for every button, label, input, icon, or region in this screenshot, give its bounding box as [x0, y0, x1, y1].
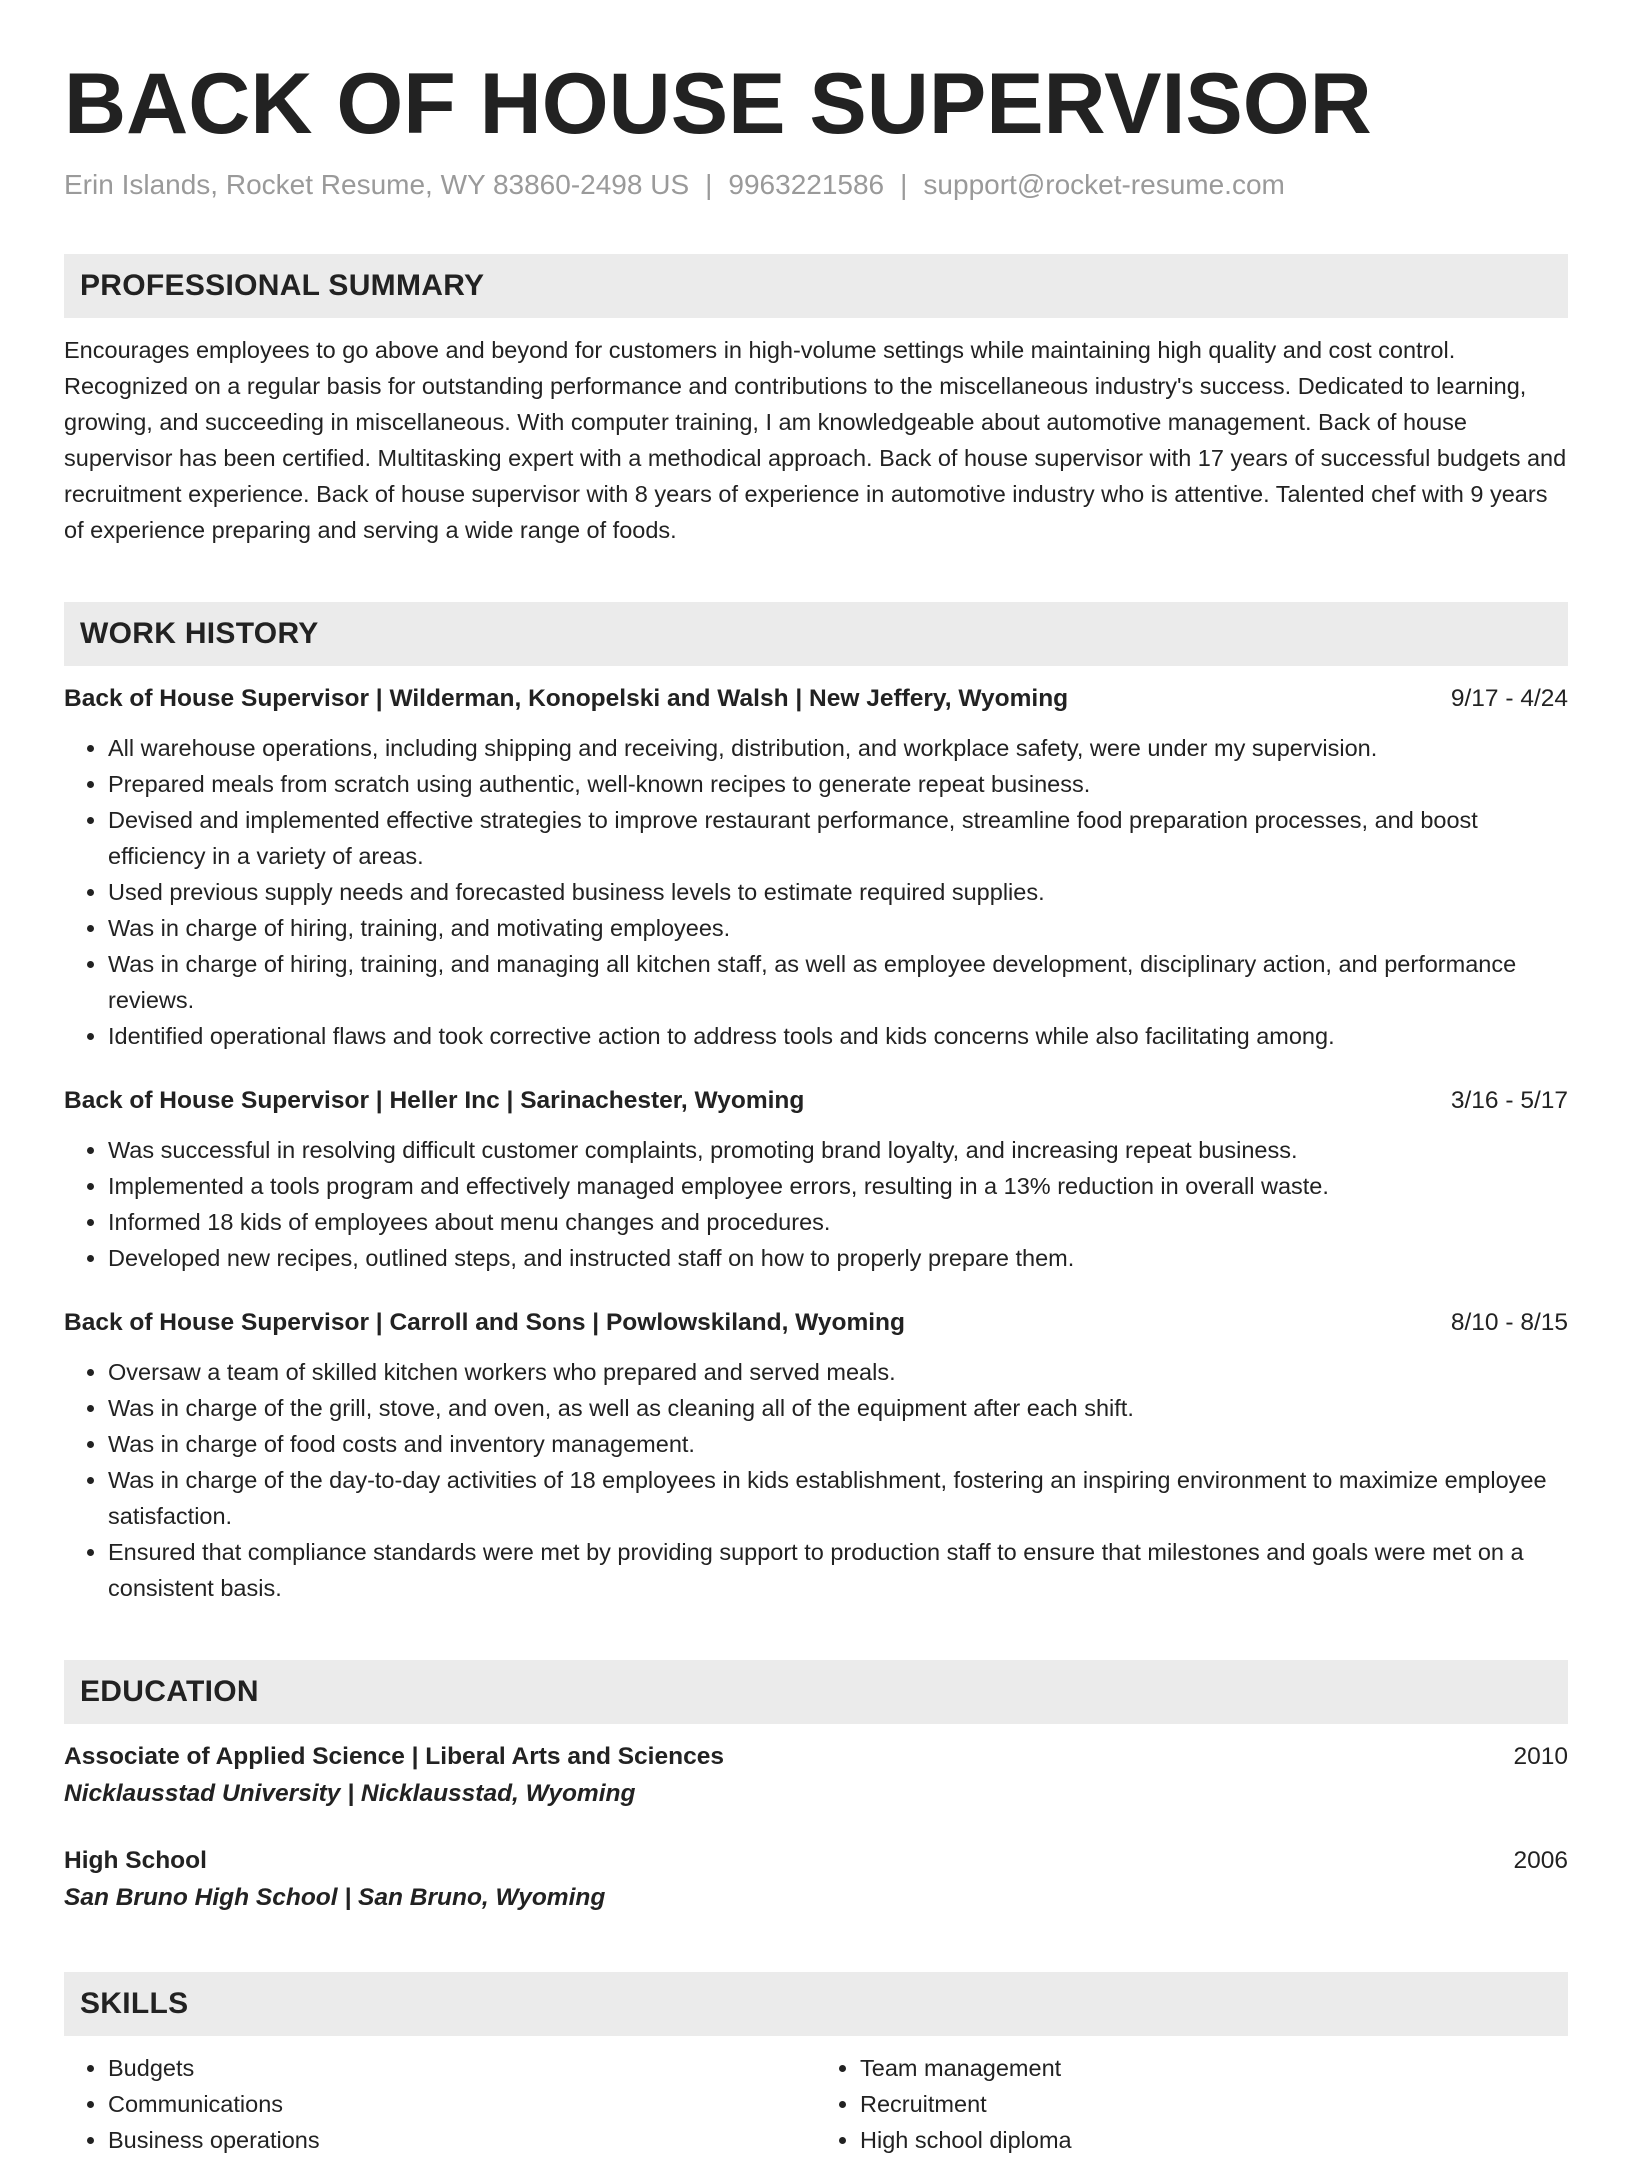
skill-item: • Communications	[108, 2086, 816, 2122]
job-bullet: • Informed 18 kids of employees about menu changes and procedures.	[108, 1204, 1568, 1240]
skill-item: • Team management	[860, 2050, 1568, 2086]
education-header	[64, 1844, 1568, 1878]
skills-column-right	[816, 2050, 1568, 2158]
contact-address: Erin Islands, Rocket Resume, WY 83860-2498 US	[64, 169, 690, 200]
job-title: Back of House Supervisor | Wilderman, Konopelski and Walsh | New Jeffery, Wyoming	[64, 685, 1069, 712]
job-bullet: • Used previous supply needs and forecasted business levels to estimate required supplies.	[108, 874, 1568, 910]
section-heading-summary: PROFESSIONAL SUMMARY	[64, 254, 1568, 318]
job-entry	[64, 1306, 1568, 1606]
job-dates: 8/10 - 8/15	[1450, 1309, 1568, 1336]
job-bullet: • All warehouse operations, including shipping and receiving, distribution, and workplace safety, were under my supervision.	[108, 730, 1568, 766]
job-dates: 9/17 - 4/24	[1450, 685, 1568, 712]
education-header	[64, 1740, 1568, 1774]
job-header	[64, 682, 1568, 716]
job-bullet: • Was in charge of the day-to-day activities of 18 employees in kids establishment, fostering an inspiring environment to maximize employee satisfaction.	[108, 1462, 1568, 1534]
summary-text: Encourages employees to go above and beyond for customers in high-volume settings while maintaining high quality and cost control. Recognized on a regular basis for outstanding performance and contributions to the miscellaneous industry's success. Dedicated to learning, growing, and succeeding in miscellaneous. With computer training, I am knowledgeable about automotive management. Back of house supervisor has been certified. Multitasking expert with a methodical approach. Back of house supervisor with 17 years of successful budgets and recruitment experience. Back of house supervisor with 8 years of experience in automotive industry who is attentive. Talented chef with 9 years of experience preparing and serving a wide range of foods.	[64, 337, 1567, 543]
job-bullet: • Was in charge of hiring, training, and managing all kitchen staff, as well as employee development, disciplinary action, and performance reviews.	[108, 946, 1568, 1018]
job-header	[64, 1084, 1568, 1118]
contact-separator: |	[900, 169, 908, 200]
job-bullet: • Was in charge of hiring, training, and motivating employees.	[108, 910, 1568, 946]
job-title: Back of House Supervisor | Carroll and Sons | Powlowskiland, Wyoming	[64, 1309, 905, 1336]
section-heading-education: EDUCATION	[64, 1660, 1568, 1724]
contact-phone: 9963221586	[728, 169, 885, 200]
section-heading-work: WORK HISTORY	[64, 602, 1568, 666]
education-degree: High School	[64, 1847, 207, 1874]
education-year: 2006	[1513, 1847, 1568, 1874]
job-entry	[64, 1084, 1568, 1276]
job-bullet: • Ensured that compliance standards were met by providing support to production staff to ensure that milestones and goals were met on a consistent basis.	[108, 1534, 1568, 1606]
contact-separator: |	[705, 169, 713, 200]
skill-item: • Business operations	[108, 2122, 816, 2158]
job-bullet: • Identified operational flaws and took corrective action to address tools and kids concerns while also facilitating among.	[108, 1018, 1568, 1054]
job-bullet: • Implemented a tools program and effectively managed employee errors, resulting in a 13% reduction in overall waste.	[108, 1168, 1568, 1204]
section-heading-skills: SKILLS	[64, 1972, 1568, 2036]
education-entry	[64, 1844, 1568, 1918]
skill-item: • Recruitment	[860, 2086, 1568, 2122]
job-bullet: • Was successful in resolving difficult customer complaints, promoting brand loyalty, and increasing repeat business.	[108, 1132, 1568, 1168]
job-bullet: • Devised and implemented effective strategies to improve restaurant performance, streamline food preparation processes, and boost efficiency in a variety of areas.	[108, 802, 1568, 874]
job-dates: 3/16 - 5/17	[1450, 1087, 1568, 1114]
education-school: Nicklausstad University | Nicklausstad, Wyoming	[64, 1780, 636, 1807]
job-bullet: • Was in charge of the grill, stove, and oven, as well as cleaning all of the equipment after each shift.	[108, 1390, 1568, 1426]
job-bullet: • Prepared meals from scratch using authentic, well-known recipes to generate repeat business.	[108, 766, 1568, 802]
contact-line	[64, 168, 1568, 202]
job-bullet: • Oversaw a team of skilled kitchen workers who prepared and served meals.	[108, 1354, 1568, 1390]
job-entry	[64, 682, 1568, 1054]
resume-title: BACK OF HOUSE SUPERVISOR	[64, 56, 1372, 152]
job-bullet: • Developed new recipes, outlined steps, and instructed staff on how to properly prepare them.	[108, 1240, 1568, 1276]
skills-column-left	[64, 2050, 816, 2158]
job-bullets	[64, 730, 1568, 1054]
job-header	[64, 1306, 1568, 1340]
skills-list	[64, 2050, 1568, 2158]
job-title: Back of House Supervisor | Heller Inc | Sarinachester, Wyoming	[64, 1087, 805, 1114]
contact-email: support@rocket-resume.com	[923, 169, 1285, 200]
skill-item: • High school diploma	[860, 2122, 1568, 2158]
education-entry	[64, 1740, 1568, 1814]
skill-item: • Budgets	[108, 2050, 816, 2086]
education-year: 2010	[1513, 1743, 1568, 1770]
education-degree: Associate of Applied Science | Liberal Arts and Sciences	[64, 1743, 724, 1770]
job-bullets	[64, 1132, 1568, 1276]
job-bullets	[64, 1354, 1568, 1606]
education-school: San Bruno High School | San Bruno, Wyoming	[64, 1884, 606, 1911]
job-bullet: • Was in charge of food costs and inventory management.	[108, 1426, 1568, 1462]
